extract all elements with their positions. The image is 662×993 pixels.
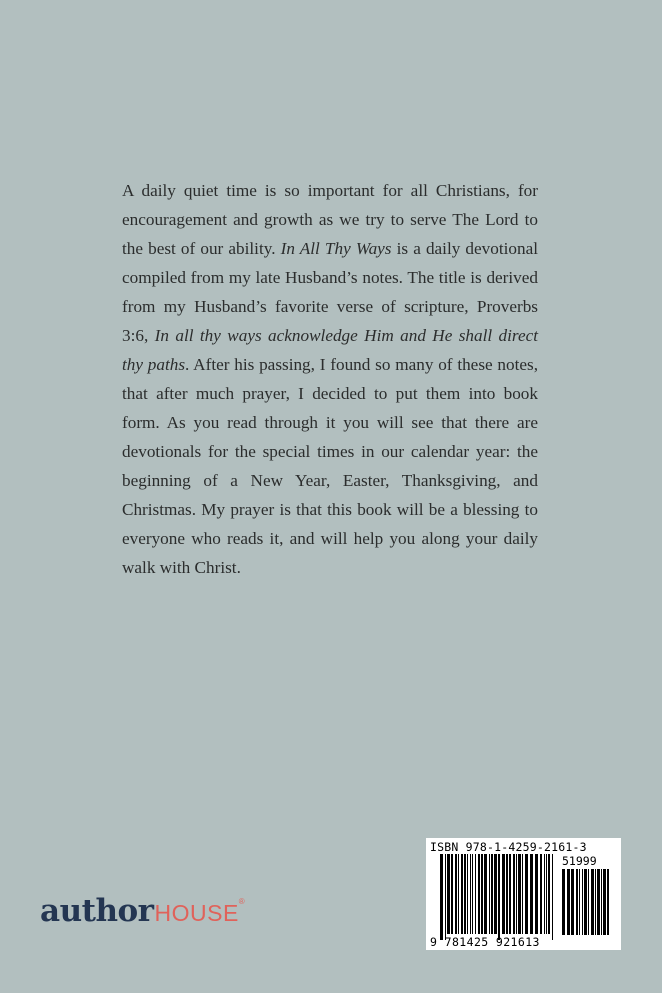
barcode-bar — [597, 869, 600, 935]
barcode-bar — [591, 869, 594, 935]
barcode-bar — [548, 854, 550, 934]
barcode-bar — [567, 869, 570, 935]
barcode-bar — [516, 854, 517, 934]
barcode-bar — [464, 854, 466, 934]
barcode-bar — [576, 869, 578, 935]
ean-barcode-bars — [440, 854, 554, 940]
blurb-segment: . After his passing, I found so many of these notes, that after much prayer, I decided to put them into book form. As you read through it you will see that there are devotionals for the special times in our calendar year: the beginning of a New Year, Easter, Thanksgiving, and Christmas. My prayer is that this book will be a blessing to everyone who reads it, and will help you along your daily walk with Christ. — [122, 355, 539, 577]
barcode-bar — [509, 854, 511, 934]
barcode-bar — [478, 854, 480, 934]
barcode-bar — [451, 854, 453, 934]
barcode-bar — [484, 854, 487, 934]
barcode-bar — [475, 854, 476, 934]
price-code: 51999 — [562, 854, 597, 868]
registered-trademark: ® — [238, 897, 245, 906]
barcode-bar — [491, 854, 493, 934]
barcode-bar — [470, 854, 471, 934]
barcode-bar — [601, 869, 602, 935]
barcode-bar — [540, 854, 542, 934]
barcode-bar — [467, 854, 468, 934]
barcode-bar — [525, 854, 528, 934]
barcode-bar — [506, 854, 508, 934]
barcode-bar — [518, 854, 521, 934]
blurb-segment: A daily quiet time is so important for all Christians, for encouragement and growth as we try to serve The Lord to the best of our ability. — [122, 181, 538, 258]
barcode-bar — [544, 854, 545, 934]
barcode-bar — [445, 854, 446, 940]
isbn-number: ISBN 978-1-4259-2161-3 — [430, 840, 587, 854]
barcode-bar — [513, 854, 515, 934]
barcode-bar — [579, 869, 580, 935]
barcode-bar — [440, 854, 443, 940]
scripture-quote-italic: In all thy ways acknowledge Him and He shall direct thy paths — [122, 326, 539, 374]
barcode-bar — [562, 869, 565, 935]
barcode-bar — [607, 869, 609, 935]
barcode-bar — [455, 854, 457, 934]
barcode-bar — [584, 869, 587, 935]
barcode-bar — [535, 854, 538, 934]
book-title-italic: In All Thy Ways — [280, 239, 392, 258]
back-cover-blurb — [122, 176, 538, 582]
publisher-logo — [40, 893, 245, 929]
barcode-bar — [522, 854, 523, 934]
barcode-bar — [546, 854, 547, 934]
barcode-bar — [472, 854, 473, 934]
barcode-bar — [603, 869, 606, 935]
barcode-bar — [489, 854, 490, 934]
barcode-bar — [582, 869, 583, 935]
blurb-segment: is a daily devotional compiled from my late Husband’s notes. The title is derived from my Husband’s favorite verse of scripture, Proverbs 3:6, — [122, 239, 538, 345]
barcode-bar — [552, 854, 553, 940]
isbn-barcode — [426, 838, 621, 950]
barcode-bar — [461, 854, 463, 934]
barcode-bar — [481, 854, 483, 934]
publisher-logo-author: author — [40, 893, 154, 929]
blurb-paragraph — [122, 176, 538, 582]
barcode-bar — [494, 854, 497, 934]
price-addon-bars — [562, 869, 612, 935]
ean-digits: 9 781425 921613 — [430, 935, 540, 949]
publisher-logo-house: HOUSE — [154, 900, 239, 926]
barcode-bar — [502, 854, 505, 934]
barcode-bar — [595, 869, 596, 935]
barcode-bar — [588, 869, 589, 935]
barcode-bar — [447, 854, 450, 934]
barcode-bar — [571, 869, 574, 935]
barcode-bar — [458, 854, 459, 934]
barcode-bar — [530, 854, 533, 934]
barcode-bar — [498, 854, 500, 940]
